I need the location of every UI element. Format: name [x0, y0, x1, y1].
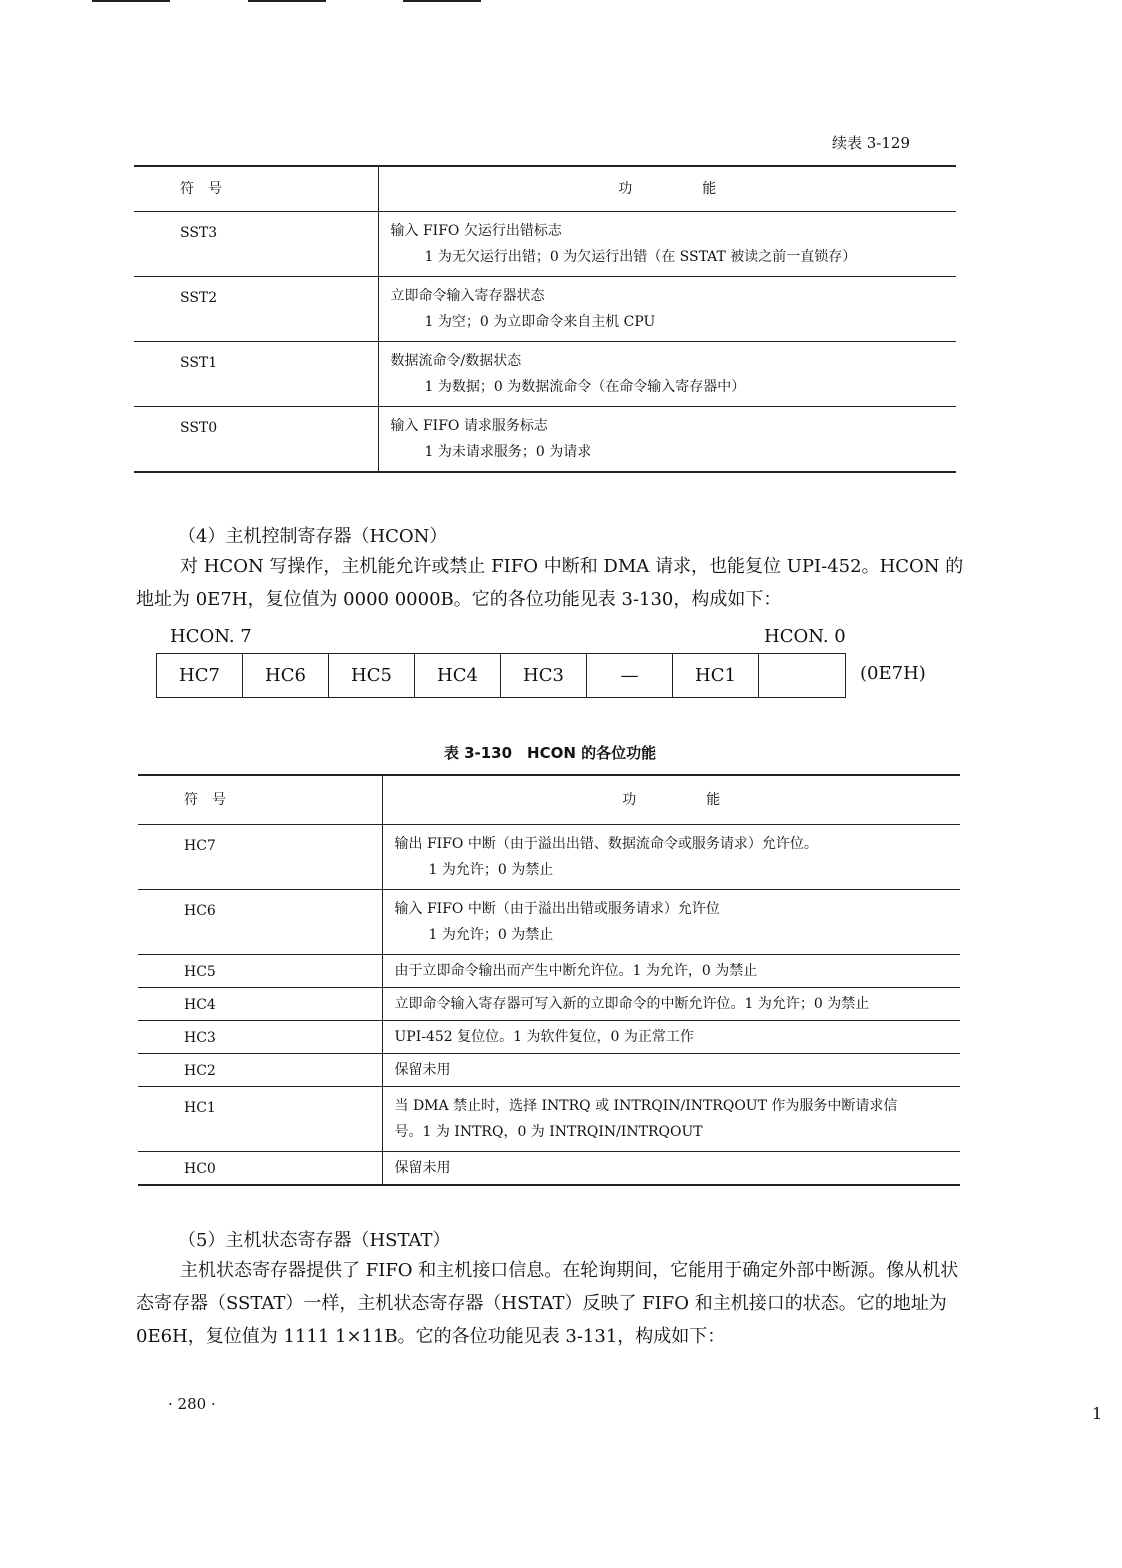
row-symbol: HC6	[138, 890, 382, 955]
hcon-register-diagram	[156, 653, 846, 698]
table-row	[138, 988, 960, 1021]
row-function: 保留未用	[382, 1152, 960, 1186]
row-symbol: HC0	[184, 1161, 216, 1177]
row-symbol: SST0	[180, 420, 218, 436]
row-detail: 1 为允许；0 为禁止	[428, 927, 554, 943]
row-symbol: SST2	[134, 277, 378, 342]
row-detail: 1 为空；0 为立即命令来自主机 CPU	[424, 314, 656, 330]
table-row	[138, 1152, 960, 1186]
table-row	[138, 825, 960, 890]
register-bit-5: HC5	[329, 654, 415, 697]
register-lsb-label: HCON. 0	[764, 626, 846, 647]
section-4-heading: （4）主机控制寄存器（HCON）	[178, 526, 448, 547]
register-bit-6: HC6	[243, 654, 329, 697]
register-bit-3: HC3	[501, 654, 587, 697]
register-msb-label: HCON. 7	[170, 626, 252, 647]
row-title: 输出 FIFO 中断（由于溢出出错、数据流命令或服务请求）允许位。	[394, 836, 818, 852]
row-detail: 1 为允许；0 为禁止	[428, 862, 554, 878]
row-title: 输入 FIFO 欠运行出错标志	[390, 223, 562, 239]
register-address: (0E7H)	[860, 663, 926, 684]
row-function	[378, 407, 956, 473]
table-row	[138, 1021, 960, 1054]
row-function	[378, 342, 956, 407]
register-bit-1: HC1	[673, 654, 759, 697]
row-title: 立即命令输入寄存器状态	[390, 288, 545, 304]
row-title: 输入 FIFO 请求服务标志	[390, 418, 548, 434]
row-symbol: SST3	[134, 212, 378, 277]
row-function: 保留未用	[382, 1054, 960, 1087]
row-function	[378, 277, 956, 342]
register-bit-0	[759, 654, 845, 697]
row-detail: 1 为未请求服务；0 为请求	[424, 444, 592, 460]
table-row	[138, 1087, 960, 1152]
row-symbol: HC2	[138, 1054, 382, 1087]
register-bit-2: —	[587, 654, 673, 697]
header-symbol: 符 号	[138, 775, 382, 825]
row-symbol: HC4	[138, 988, 382, 1021]
margin-mark: 1	[1092, 1404, 1103, 1423]
top-rule-1	[92, 0, 170, 2]
table-caption: 表 3-130 HCON 的各位功能	[443, 744, 657, 762]
row-symbol: SST1	[134, 342, 378, 407]
row-symbol: HC7	[138, 825, 382, 890]
row-symbol: HC1	[138, 1087, 382, 1152]
top-rule-3	[403, 0, 481, 2]
row-function	[378, 212, 956, 277]
row-symbol: HC5	[138, 955, 382, 988]
table-row	[134, 212, 956, 277]
row-function	[382, 1087, 960, 1152]
row-function	[382, 890, 960, 955]
row-function: 由于立即命令输出而产生中断允许位。1 为允许，0 为禁止	[382, 955, 960, 988]
table-row	[138, 955, 960, 988]
table-header-row	[134, 166, 956, 212]
section-4-paragraph: 对 HCON 写操作，主机能允许或禁止 FIFO 中断和 DMA 请求，也能复位 UPI-452。HCON 的地址为 0E7H，复位值为 0000 0000B。它的各位功能见表 3-130，构成如下：	[136, 556, 964, 610]
header-function: 功 能	[382, 775, 960, 825]
table-3-130	[138, 774, 960, 1186]
top-rule-2	[248, 0, 326, 2]
table-header-row	[138, 775, 960, 825]
header-symbol: 符 号	[134, 166, 378, 212]
row-function: 立即命令输入寄存器可写入新的立即命令的中断允许位。1 为允许；0 为禁止	[382, 988, 960, 1021]
table-row	[134, 277, 956, 342]
row-function	[382, 825, 960, 890]
section-5-heading: （5）主机状态寄存器（HSTAT）	[178, 1230, 451, 1251]
table-row	[138, 890, 960, 955]
page-number: · 280 ·	[168, 1395, 216, 1413]
row-title: 数据流命令/数据状态	[390, 353, 522, 369]
table-row	[134, 342, 956, 407]
row-symbol: HC3	[138, 1021, 382, 1054]
row-detail: 号。1 为 INTRQ，0 为 INTRQIN/INTRQOUT	[394, 1124, 703, 1140]
header-function: 功 能	[378, 166, 956, 212]
table-row	[134, 407, 956, 473]
register-bit-4: HC4	[415, 654, 501, 697]
row-detail: 1 为无欠运行出错；0 为欠运行出错（在 SSTAT 被读之前一直锁存）	[424, 249, 857, 265]
continuation-label: 续表 3-129	[832, 134, 911, 152]
row-title: 输入 FIFO 中断（由于溢出出错或服务请求）允许位	[394, 901, 720, 917]
row-title: 当 DMA 禁止时，选择 INTRQ 或 INTRQIN/INTRQOUT 作为服务中断请求信	[394, 1098, 898, 1114]
row-detail: 1 为数据；0 为数据流命令（在命令输入寄存器中）	[424, 379, 746, 395]
register-bit-7: HC7	[157, 654, 243, 697]
table-3-129-continued	[134, 165, 956, 473]
table-row	[138, 1054, 960, 1087]
row-function: UPI-452 复位位。1 为软件复位，0 为正常工作	[382, 1021, 960, 1054]
section-5-paragraph: 主机状态寄存器提供了 FIFO 和主机接口信息。在轮询期间，它能用于确定外部中断源。像从机状态寄存器（SSTAT）一样，主机状态寄存器（HSTAT）反映了 FIFO 和主机接口的状态。它的地址为 0E6H，复位值为 1111 1×11B。它的各位功能见表 3-131，构成如下：	[136, 1260, 959, 1347]
